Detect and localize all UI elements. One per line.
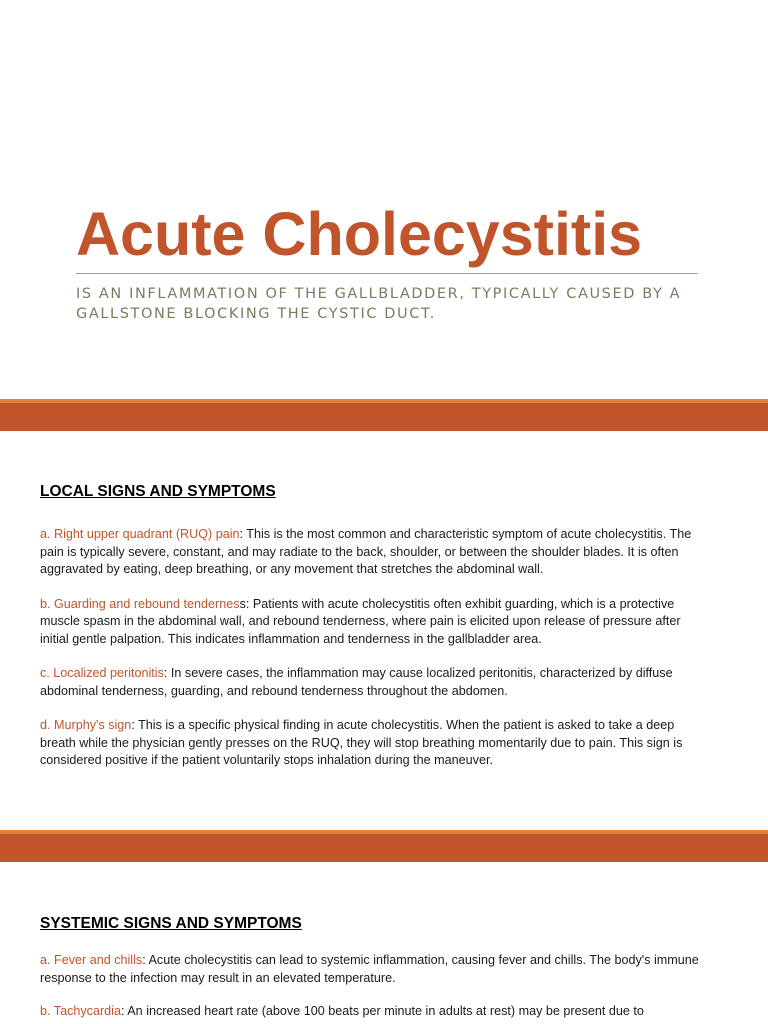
symptom-item (40, 717, 700, 770)
page-title: Acute Cholecystitis (76, 200, 643, 268)
symptom-description: : In severe cases, the inflammation may cause localized peritonitis, characterized by diffuse abdominal tenderness, guarding, and rebound tenderness throughout the abdomen. (40, 666, 673, 698)
section-divider-band (0, 830, 768, 862)
symptom-item (40, 596, 700, 649)
symptom-item (40, 665, 700, 700)
section-heading: SYSTEMIC SIGNS AND SYMPTOMS (40, 915, 302, 932)
symptom-description: s: Patients with acute cholecystitis often exhibit guarding, which is a protective muscle spasm in the abdominal wall, and rebound tenderness, where pain is elicited upon release of pressure after initial gentle palpation. This indicates inflammation and tenderness in the gallbladder area. (40, 596, 681, 646)
symptom-term: b. Tachycardia (40, 1004, 121, 1018)
systemic-signs-section (40, 914, 700, 1024)
symptom-description: : An increased heart rate (above 100 beats per minute in adults at rest) may be present due to (120, 1004, 644, 1018)
title-divider (76, 273, 698, 274)
symptom-item (40, 1003, 700, 1021)
symptom-description: : This is the most common and characteristic symptom of acute cholecystitis. The pain is typically severe, constant, and may radiate to the back, shoulder, or between the shoulder blades. It is often aggravated by eating, deep breathing, or any movement that stretches the abdominal wall. (40, 527, 692, 576)
symptom-term: c. Localized peritonitis (40, 666, 164, 680)
section-heading: LOCAL SIGNS AND SYMPTOMS (40, 483, 276, 500)
symptom-description: : This is a specific physical finding in acute cholecystitis. When the patient is asked to take a deep breath while the physician gently presses on the RUQ, they will stop breathing momentarily due to pain. This sign is considered positive if the patient voluntarily stops inhalation during the maneuver. (40, 718, 683, 767)
symptom-term: a. Right upper quadrant (RUQ) pain (40, 527, 240, 541)
symptom-item (40, 526, 700, 579)
page-subtitle: IS AN INFLAMMATION OF THE GALLBLADDER, TYPICALLY CAUSED BY A GALLSTONE BLOCKING THE CYSTIC DUCT. (76, 286, 682, 322)
symptom-term: b. Guarding and rebound tendernes (40, 596, 240, 611)
symptom-term: d. Murphy's sign (40, 718, 132, 732)
local-signs-section (40, 482, 700, 787)
symptom-description: : Acute cholecystitis can lead to systemic inflammation, causing fever and chills. The body's immune response to the infection may result in an elevated temperature. (40, 953, 699, 985)
symptom-item (40, 952, 700, 987)
symptom-term: a. Fever and chills (40, 953, 143, 967)
section-divider-band (0, 399, 768, 431)
